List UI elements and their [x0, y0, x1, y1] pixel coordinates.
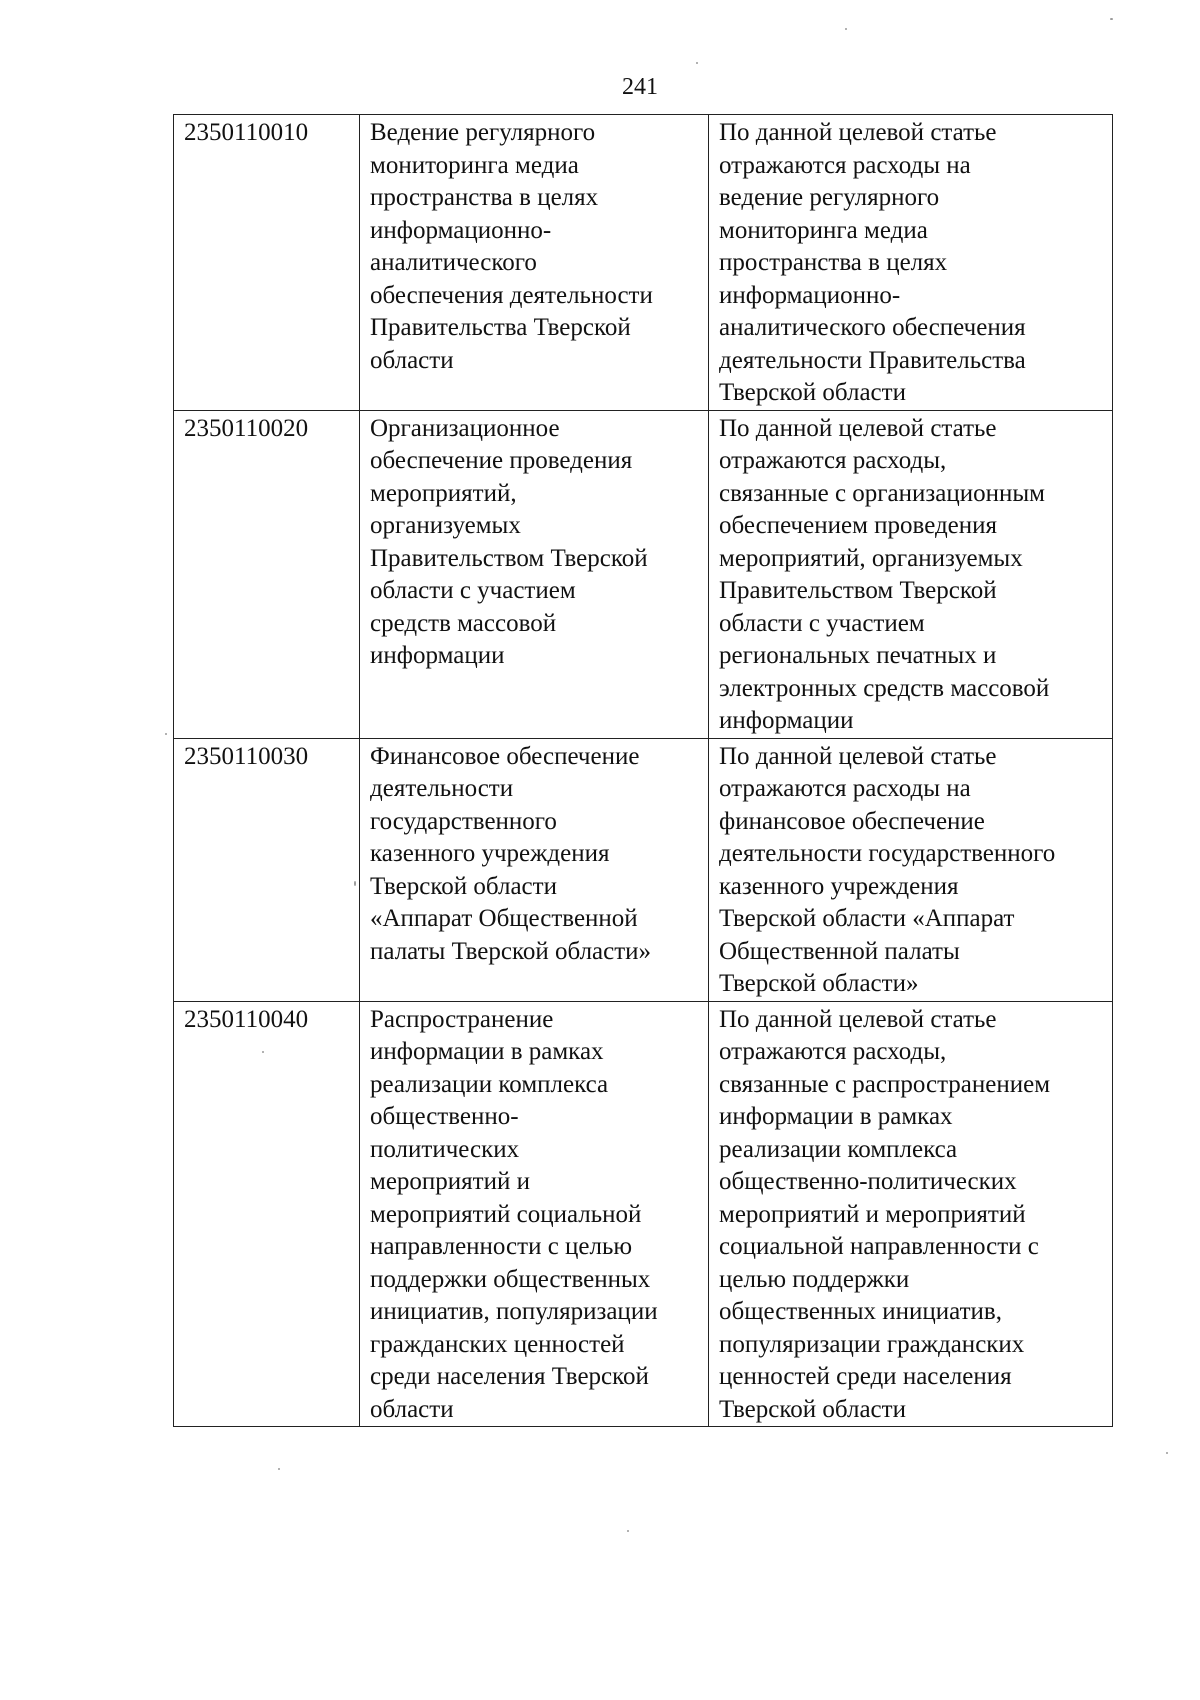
target-article-description: По данной целевой статье отражаются расходы, связанные с организационным обеспечением проведения мероприятий, организуемых Правительством Тверской области с участием региональных печатных и электронных средств массовой информации: [709, 410, 1113, 738]
scan-speck: [354, 881, 356, 886]
target-article-code: 2350110020: [174, 410, 360, 738]
scan-speck: [696, 62, 698, 64]
target-article-code: 2350110030: [174, 738, 360, 1001]
scan-speck: [1110, 18, 1113, 20]
table-row: [174, 1001, 1113, 1427]
table-row: [174, 115, 1113, 411]
scan-speck: [845, 28, 847, 30]
table-row: [174, 410, 1113, 738]
target-article-description: По данной целевой статье отражаются расходы на финансовое обеспечение деятельности государственного казенного учреждения Тверской области «Аппарат Общественной палаты Тверской области»: [709, 738, 1113, 1001]
target-article-code: 2350110010: [174, 115, 360, 411]
scan-speck: [262, 1051, 264, 1053]
budget-classification-table: [173, 114, 1113, 1427]
target-article-code: 2350110040: [174, 1001, 360, 1427]
scan-speck: [278, 1468, 280, 1470]
target-article-description: По данной целевой статье отражаются расходы на ведение регулярного мониторинга медиа пространства в целях информационно- аналитического обеспечения деятельности Правительства Тверской области: [709, 115, 1113, 411]
target-article-name: Распространение информации в рамках реализации комплекса общественно- политических мероприятий и мероприятий социальной направленности с целью поддержки общественных инициатив, популяризации гражданских ценностей среди населения Тверской области: [360, 1001, 709, 1427]
target-article-name: Финансовое обеспечение деятельности государственного казенного учреждения Тверской области «Аппарат Общественной палаты Тверской области»: [360, 738, 709, 1001]
scan-speck: [1166, 1452, 1168, 1454]
scan-speck: [627, 1530, 629, 1532]
target-article-name: Организационное обеспечение проведения мероприятий, организуемых Правительством Тверской области с участием средств массовой информации: [360, 410, 709, 738]
target-article-name: Ведение регулярного мониторинга медиа пространства в целях информационно- аналитического обеспечения деятельности Правительства Тверской области: [360, 115, 709, 411]
table-row: [174, 738, 1113, 1001]
target-article-description: По данной целевой статье отражаются расходы, связанные с распространением информации в рамках реализации комплекса общественно-политических мероприятий и мероприятий социальной направленности с целью поддержки общественных инициатив, популяризации гражданских ценностей среди населения Тверской области: [709, 1001, 1113, 1427]
page-number: 241: [622, 74, 658, 100]
scan-speck: [165, 733, 167, 735]
